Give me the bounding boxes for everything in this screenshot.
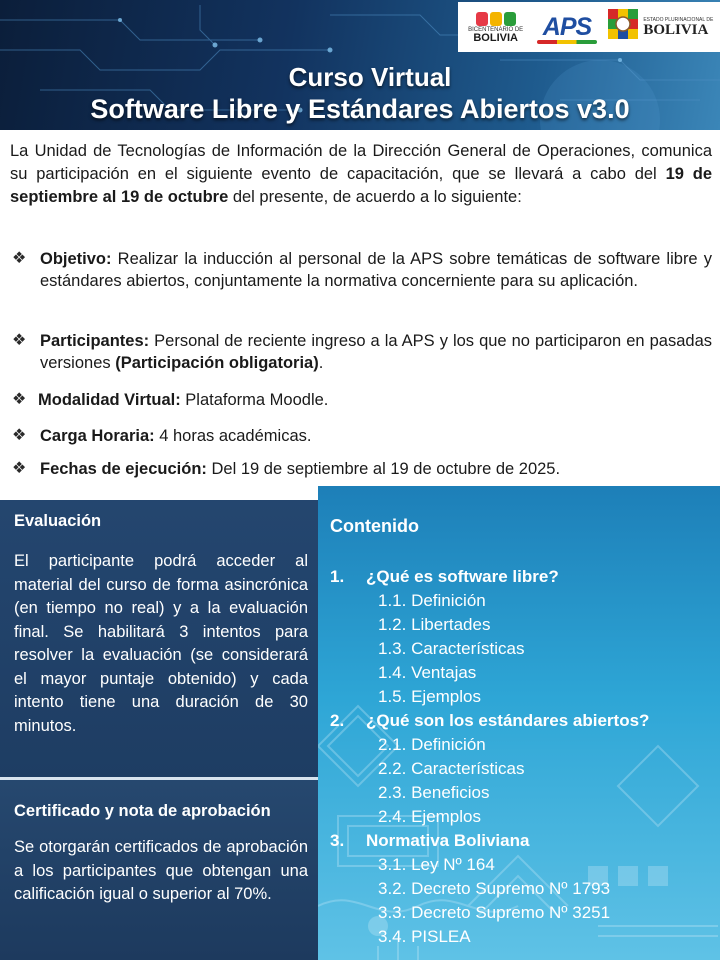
toc-section bbox=[330, 710, 649, 732]
toc-section bbox=[330, 830, 529, 852]
toc-item: 2.2. Características bbox=[378, 759, 525, 778]
toc-item: 3.1. Ley Nº 164 bbox=[378, 855, 495, 874]
bullet-text: Plataforma Moodle. bbox=[180, 391, 329, 409]
toc-section-title: ¿Qué son los estándares abiertos? bbox=[366, 711, 650, 730]
evaluacion-text: El participante podrá acceder al material del curso de forma asincrónica (en tiempo no real) y a la evaluación final. Se habilitará 3 intentos para resolver la evaluación (se considerará el mayor puntaje obtenido) y cada intento tiene una duración de 30 minutos. bbox=[14, 552, 308, 735]
toc-item: 1.4. Ventajas bbox=[378, 663, 477, 682]
certificado-text: Se otorgarán certificados de aprobación a los participantes que obtengan una calificación igual o superior al 70%. bbox=[14, 838, 308, 903]
toc-item: 2.3. Beneficios bbox=[378, 783, 490, 802]
intro-paragraph bbox=[10, 140, 712, 209]
bullet-modalidad bbox=[10, 389, 712, 411]
bullet-participantes bbox=[10, 330, 712, 374]
bullet-label: Objetivo: bbox=[40, 250, 112, 268]
contenido-title: Contenido bbox=[330, 516, 419, 536]
bicentenario-logo-big-text: BOLIVIA bbox=[473, 31, 518, 44]
intro-text-after: del presente, de acuerdo a lo siguiente: bbox=[228, 188, 522, 206]
evaluacion-title: Evaluación bbox=[14, 512, 102, 530]
toc-section bbox=[330, 566, 559, 588]
intro-dates: 19 de septiembre al 19 de octubre bbox=[10, 165, 712, 206]
bullet-text: Del 19 de septiembre al 19 de octubre de 2025. bbox=[206, 460, 561, 478]
estado-plurinacional-logo bbox=[606, 5, 714, 49]
toc-section-title: ¿Qué es software libre? bbox=[366, 567, 559, 586]
bullet-label: Participantes: bbox=[40, 332, 150, 350]
bullet-fechas bbox=[10, 458, 712, 480]
aps-logo-color-bar bbox=[537, 40, 597, 44]
toc-item: 1.3. Características bbox=[378, 639, 525, 658]
estado-logo-big-text: BOLIVIA bbox=[643, 21, 709, 38]
diamond-bullet-icon: ❖ bbox=[12, 332, 27, 349]
contenido-panel bbox=[318, 486, 720, 960]
certificado-panel bbox=[0, 780, 318, 960]
bicentenario-logo-small-text: BICENTENARIO DE bbox=[468, 26, 524, 33]
bullet-objetivo bbox=[10, 248, 712, 292]
toc-item: 3.4. PISLEA bbox=[378, 927, 471, 946]
estado-logo-small-text: ESTADO PLURINACIONAL DE bbox=[643, 16, 714, 23]
toc-item: 1.2. Libertades bbox=[378, 615, 491, 634]
toc-section-number: 2. bbox=[330, 711, 345, 730]
diamond-bullet-icon: ❖ bbox=[12, 391, 27, 408]
aps-logo bbox=[531, 5, 603, 49]
toc-item: 1.5. Ejemplos bbox=[378, 687, 481, 706]
bullet-bold-tail: (Participación obligatoria) bbox=[115, 354, 319, 372]
toc-item: 1.1. Definición bbox=[378, 591, 486, 610]
toc-section-title: Normativa Boliviana bbox=[366, 831, 530, 850]
toc-section-number: 3. bbox=[330, 831, 345, 850]
bullet-carga-horaria bbox=[10, 425, 712, 447]
diamond-bullet-icon: ❖ bbox=[12, 250, 27, 267]
course-title-line2: Software Libre y Estándares Abiertos v3.0 bbox=[90, 94, 630, 124]
bullet-text: Realizar la inducción al personal de la APS sobre temáticas de software libre y estándares abiertos, conjuntamente la normativa concerniente para su aplicación. bbox=[40, 250, 712, 290]
bullet-text: Personal de reciente ingreso a la APS y los que no participaron en pasadas versiones bbox=[40, 332, 712, 372]
intro-text-before: La Unidad de Tecnologías de Información de la Dirección General de Operaciones, comunica su participación en el siguiente evento de capacitación, que se llevará a cabo del bbox=[10, 142, 712, 183]
certificado-title: Certificado y nota de aprobación bbox=[14, 802, 271, 820]
aps-logo-text: APS bbox=[542, 12, 592, 41]
evaluacion-panel bbox=[0, 500, 318, 778]
bicentenario-logo bbox=[464, 5, 528, 49]
toc-item: 2.4. Ejemplos bbox=[378, 807, 481, 826]
bullet-text: 4 horas académicas. bbox=[154, 427, 312, 445]
toc-section-number: 1. bbox=[330, 567, 345, 586]
bullet-label: Carga Horaria: bbox=[40, 427, 155, 445]
toc-item: 2.1. Definición bbox=[378, 735, 486, 754]
diamond-bullet-icon: ❖ bbox=[12, 427, 27, 444]
course-title-line1: Curso Virtual bbox=[288, 62, 452, 92]
bullet-label: Fechas de ejecución: bbox=[40, 460, 207, 478]
toc-item: 3.3. Decreto Supremo Nº 3251 bbox=[378, 903, 611, 922]
bullet-end: . bbox=[318, 354, 324, 372]
bolivia-seal-icon bbox=[606, 7, 640, 47]
toc-item: 3.2. Decreto Supremo Nº 1793 bbox=[378, 879, 611, 898]
header-banner bbox=[0, 0, 720, 130]
diamond-bullet-icon: ❖ bbox=[12, 460, 27, 477]
logo-strip bbox=[458, 2, 720, 52]
bullet-label: Modalidad Virtual: bbox=[38, 391, 181, 409]
